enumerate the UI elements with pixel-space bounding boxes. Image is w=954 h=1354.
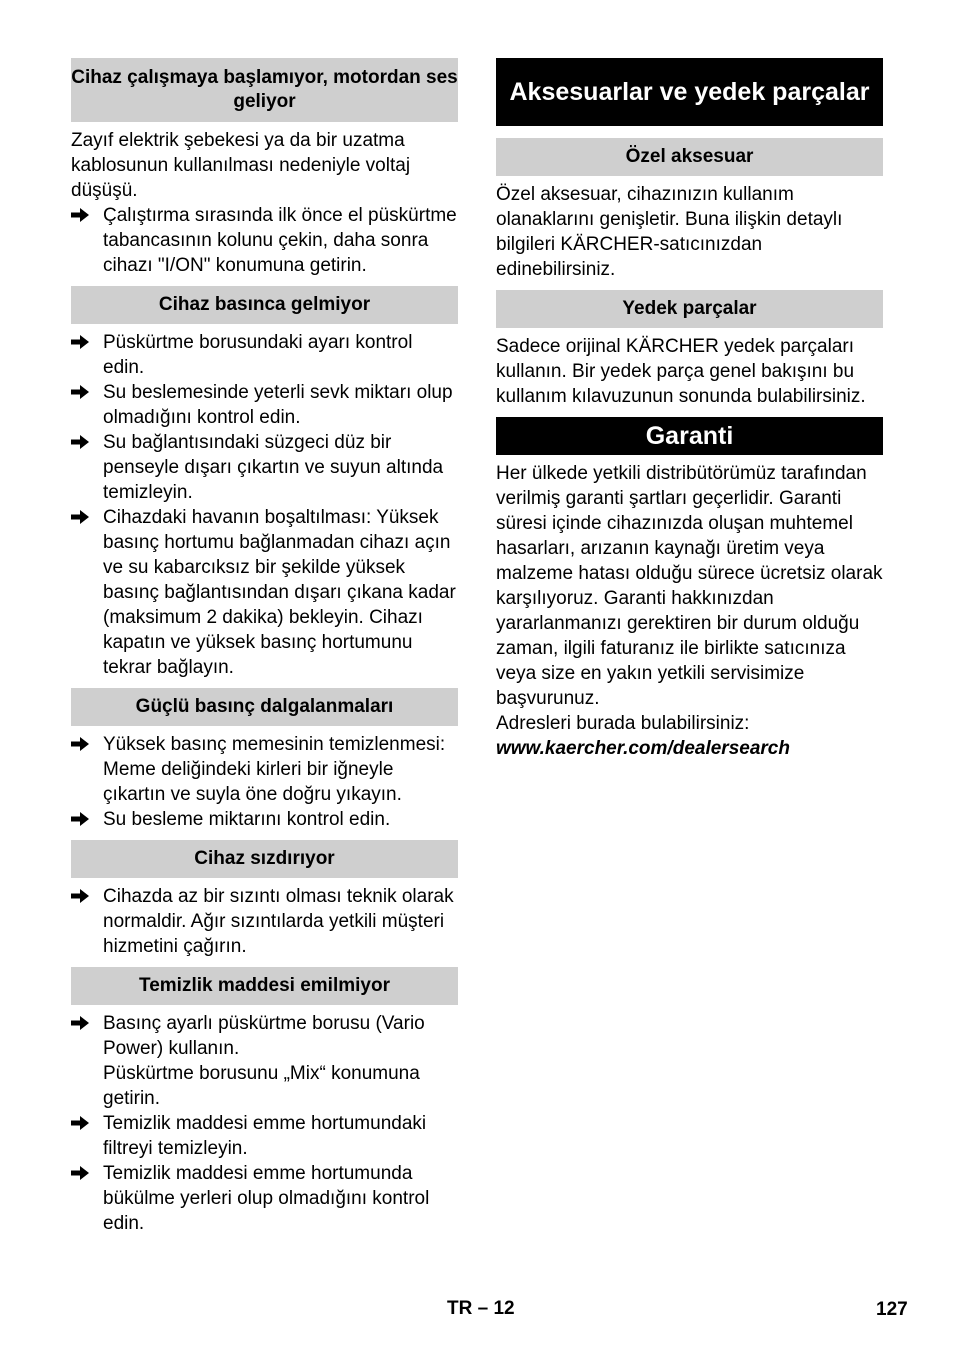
list-item: Çalıştırma sırasında ilk önce el püskürtme tabancasının kolunu çekin, daha sonra cihazı "I/ON" konumuna getirin. <box>71 203 458 278</box>
address-text: Adresleri burada bulabilirsiniz: <box>496 713 750 734</box>
list-item: Su bağlantısındaki süzgeci düz bir penseyle dışarı çıkartın ve suyun altında temizleyin. <box>71 430 458 505</box>
list-item: Püskürtme borusundaki ayarı kontrol edin. <box>71 330 458 380</box>
footer-language-page: TR – 12 <box>447 1298 515 1319</box>
arrow-right-icon <box>71 1015 89 1031</box>
step-list <box>71 884 458 959</box>
main-heading-warranty: Garanti <box>496 417 883 455</box>
step-list <box>71 1011 458 1236</box>
list-item: Basınç ayarlı püskürtme borusu (Vario Power) kullanın. Püskürtme borusunu „Mix“ konumuna getirin. <box>71 1011 458 1111</box>
warranty-text: Her ülkede yetkili distribütörümüz tarafından verilmiş garanti şartları geçerlidir. Garanti süresi içinde cihazınızda oluşan muhtemel hasarları, arızanın kaynağı üretim veya malzeme hatası olduğu sürece ücretsiz olarak karşılıyoruz. Garanti hakkınızdan yararlanmanızı gerektiren bir durum olduğu zaman, ilgili faturanız ile birlikte satıcınıza veya size en yakın yetkili servisimize başvurunuz. <box>496 463 883 709</box>
arrow-right-icon <box>71 207 89 223</box>
list-item: Cihazdaki havanın boşaltılması: Yüksek basınç hortumu bağlanmadan cihazı açın ve su kabarcıksız bir şekilde yüksek basınç bağlantısından dışarı çıkana kadar (maksimum 2 dakika) bekleyin. Cihazı kapatın ve yüksek basınç hortumunu tekrar bağlayın. <box>71 505 458 680</box>
list-item: Cihazda az bir sızıntı olması teknik olarak normaldir. Ağır sızıntılarda yetkili müşteri hizmetini çağırın. <box>71 884 458 959</box>
arrow-right-icon <box>71 736 89 752</box>
list-item: Su besleme miktarını kontrol edin. <box>71 807 458 832</box>
arrow-right-icon <box>71 811 89 827</box>
section-heading-leaking: Cihaz sızdırıyor <box>71 840 458 878</box>
special-accessories-text: Özel aksesuar, cihazınızın kullanım olanaklarını genişletir. Buna ilişkin detaylı bilgileri KÄRCHER-satıcınızdan edinebilirsiniz. <box>496 184 843 280</box>
list-item: Temizlik maddesi emme hortumunda bükülme yerleri olup olmadığını kontrol edin. <box>71 1161 458 1236</box>
step-list <box>71 732 458 832</box>
section-heading-pressure-fluctuations: Güçlü basınç dalgalanmaları <box>71 688 458 726</box>
step-list <box>71 203 458 278</box>
arrow-right-icon <box>71 1165 89 1181</box>
list-item: Yüksek basınç memesinin temizlenmesi: Meme deliğindeki kirleri bir iğneyle çıkartın ve suyla öne doğru yıkayın. <box>71 732 458 807</box>
left-column <box>71 58 458 1236</box>
section-heading-special-accessories: Özel aksesuar <box>496 138 883 176</box>
arrow-right-icon <box>71 509 89 525</box>
section-intro: Zayıf elektrik şebekesi ya da bir uzatma kablosunun kullanılması nedeniyle voltaj düşüşü. <box>71 130 411 201</box>
list-item: Su beslemesinde yeterli sevk miktarı olup olmadığını kontrol edin. <box>71 380 458 430</box>
spare-parts-text: Sadece orijinal KÄRCHER yedek parçaları kullanın. Bir yedek parça genel bakışını bu kullanım kılavuzunun sonunda bulabilirsiniz. <box>496 336 866 407</box>
dealer-search-link[interactable]: www.kaercher.com/dealersearch <box>496 738 790 759</box>
arrow-right-icon <box>71 888 89 904</box>
section-heading-spare-parts: Yedek parçalar <box>496 290 883 328</box>
step-list <box>71 330 458 680</box>
arrow-right-icon <box>71 1115 89 1131</box>
arrow-right-icon <box>71 384 89 400</box>
section-heading-detergent-not-sucked: Temizlik maddesi emilmiyor <box>71 967 458 1005</box>
right-column <box>496 58 883 761</box>
section-heading-no-pressure: Cihaz basınca gelmiyor <box>71 286 458 324</box>
list-item: Temizlik maddesi emme hortumundaki filtreyi temizleyin. <box>71 1111 458 1161</box>
arrow-right-icon <box>71 434 89 450</box>
main-heading-accessories: Aksesuarlar ve yedek parçalar <box>496 58 883 126</box>
arrow-right-icon <box>71 334 89 350</box>
section-heading-no-start: Cihaz çalışmaya başlamıyor, motordan ses geliyor <box>71 58 458 122</box>
page-number: 127 <box>876 1299 908 1320</box>
